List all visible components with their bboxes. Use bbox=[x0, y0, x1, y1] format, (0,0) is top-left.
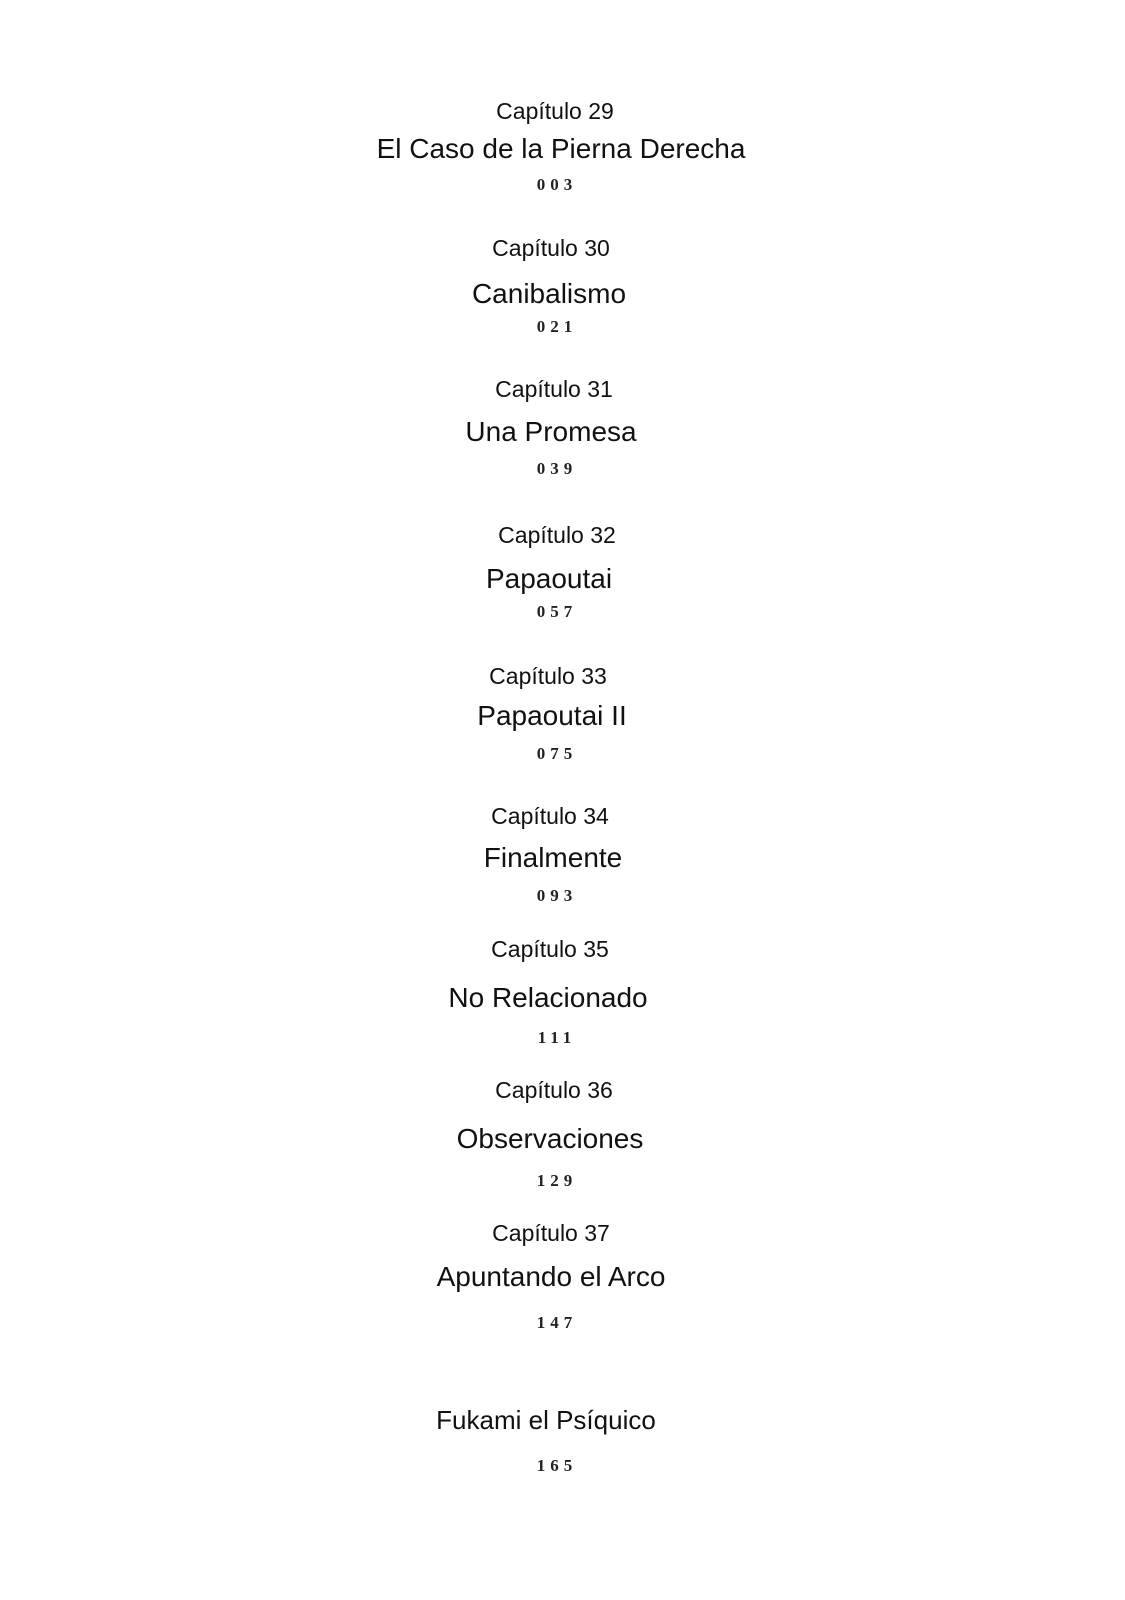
page-number: 165 bbox=[536, 1456, 578, 1475]
chapter-label: Capítulo 31 bbox=[495, 376, 613, 402]
chapter-label: Capítulo 33 bbox=[489, 663, 607, 689]
page-number: 129 bbox=[536, 1171, 578, 1190]
chapter-title: Papaoutai II bbox=[477, 700, 627, 731]
chapter-title: El Caso de la Pierna Derecha bbox=[376, 133, 746, 164]
page-number: 075 bbox=[536, 744, 578, 763]
chapter-title: No Relacionado bbox=[448, 982, 648, 1013]
chapter-title: Finalmente bbox=[483, 842, 623, 873]
chapter-label: Capítulo 35 bbox=[491, 936, 609, 962]
page-number: 003 bbox=[536, 175, 578, 194]
chapter-title: Fukami el Psíquico bbox=[436, 1405, 656, 1435]
chapter-label: Capítulo 32 bbox=[498, 522, 616, 548]
page-number: 057 bbox=[536, 602, 578, 621]
page-number: 111 bbox=[537, 1028, 577, 1047]
chapter-title: Una Promesa bbox=[465, 416, 637, 447]
chapter-title: Canibalismo bbox=[471, 278, 627, 309]
chapter-label: Capítulo 29 bbox=[496, 98, 614, 124]
page-number: 093 bbox=[536, 886, 578, 905]
chapter-label: Capítulo 30 bbox=[492, 235, 610, 261]
page-number: 039 bbox=[536, 459, 578, 478]
chapter-label: Capítulo 34 bbox=[491, 803, 609, 829]
chapter-title: Observaciones bbox=[456, 1123, 644, 1154]
page-number: 021 bbox=[536, 317, 578, 336]
page-number: 147 bbox=[536, 1313, 578, 1332]
chapter-title: Apuntando el Arco bbox=[436, 1261, 666, 1292]
chapter-label: Capítulo 36 bbox=[495, 1077, 613, 1103]
chapter-label: Capítulo 37 bbox=[492, 1220, 610, 1246]
chapter-title: Papaoutai bbox=[485, 563, 613, 594]
